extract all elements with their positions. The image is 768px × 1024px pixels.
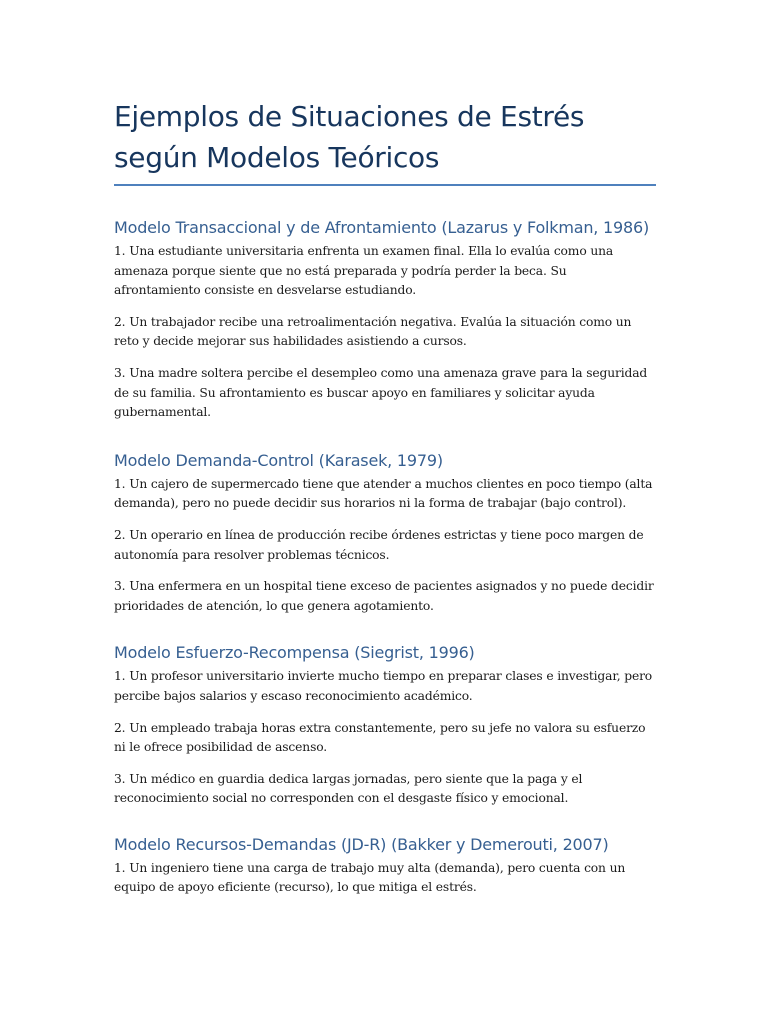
section-heading: Modelo Transaccional y de Afrontamiento (Lazarus y Folkman, 1986) (114, 218, 650, 237)
section-bakker-demerouti (114, 834, 656, 898)
example-paragraph: 3. Una madre soltera percibe el desempleo como una amenaza grave para la seguridad de su familia. Su afrontamiento es buscar apoyo en familiares y solicitar ayuda gubernamental. (114, 365, 648, 420)
example-paragraph: 1. Un cajero de supermercado tiene que atender a muchos clientes en poco tiempo (alta demanda), pero no puede decidir sus horarios ni la forma de trabajar (bajo control). (114, 476, 653, 511)
section-lazarus-folkman (114, 217, 656, 423)
example-paragraph: 1. Una estudiante universitaria enfrenta un examen final. Ella lo evalúa como una amenaza porque siente que no está preparada y podría perder la beca. Su afrontamiento consiste en desvelarse estudiando. (114, 244, 614, 298)
section-heading: Modelo Demanda-Control (Karasek, 1979) (114, 450, 443, 470)
example-paragraph: 3. Una enfermera en un hospital tiene exceso de pacientes asignados y no puede decidir prioridades de atención, lo que genera agotamiento. (114, 579, 654, 613)
document-title (114, 96, 656, 186)
example-paragraph: 1. Un ingeniero tiene una carga de trabajo muy alta (demanda), pero cuenta con un equipo de apoyo eficiente (recurso), lo que mitiga el estrés. (114, 860, 626, 895)
example-paragraph: 3. Un médico en guardia dedica largas jornadas, pero siente que la paga y el reconocimiento social no corresponden con el desgaste físico y emocional. (114, 771, 583, 806)
section-siegrist (114, 642, 656, 809)
document-title-line-1: Ejemplos de Situaciones de Estrés (114, 100, 585, 133)
example-paragraph: 2. Un operario en línea de producción recibe órdenes estrictas y tiene poco margen de autonomía para resolver problemas técnicos. (114, 527, 644, 562)
section-heading: Modelo Esfuerzo-Recompensa (Siegrist, 1996) (114, 643, 475, 663)
example-paragraph: 1. Un profesor universitario invierte mucho tiempo en preparar clases e investigar, pero percibe bajos salarios y escaso reconocimiento académico. (114, 669, 653, 703)
document-page (114, 96, 656, 910)
example-paragraph: 2. Un trabajador recibe una retroalimentación negativa. Evalúa la situación como un reto y decide mejorar sus habilidades asistiendo a cursos. (114, 314, 632, 349)
section-heading: Modelo Recursos-Demandas (JD-R) (Bakker y Demerouti, 2007) (114, 834, 609, 854)
document-title-line-2: según Modelos Teóricos (114, 141, 440, 174)
section-karasek (114, 450, 656, 617)
example-paragraph: 2. Un empleado trabaja horas extra constantemente, pero su jefe no valora su esfuerzo ni le ofrece posibilidad de ascenso. (114, 720, 646, 755)
